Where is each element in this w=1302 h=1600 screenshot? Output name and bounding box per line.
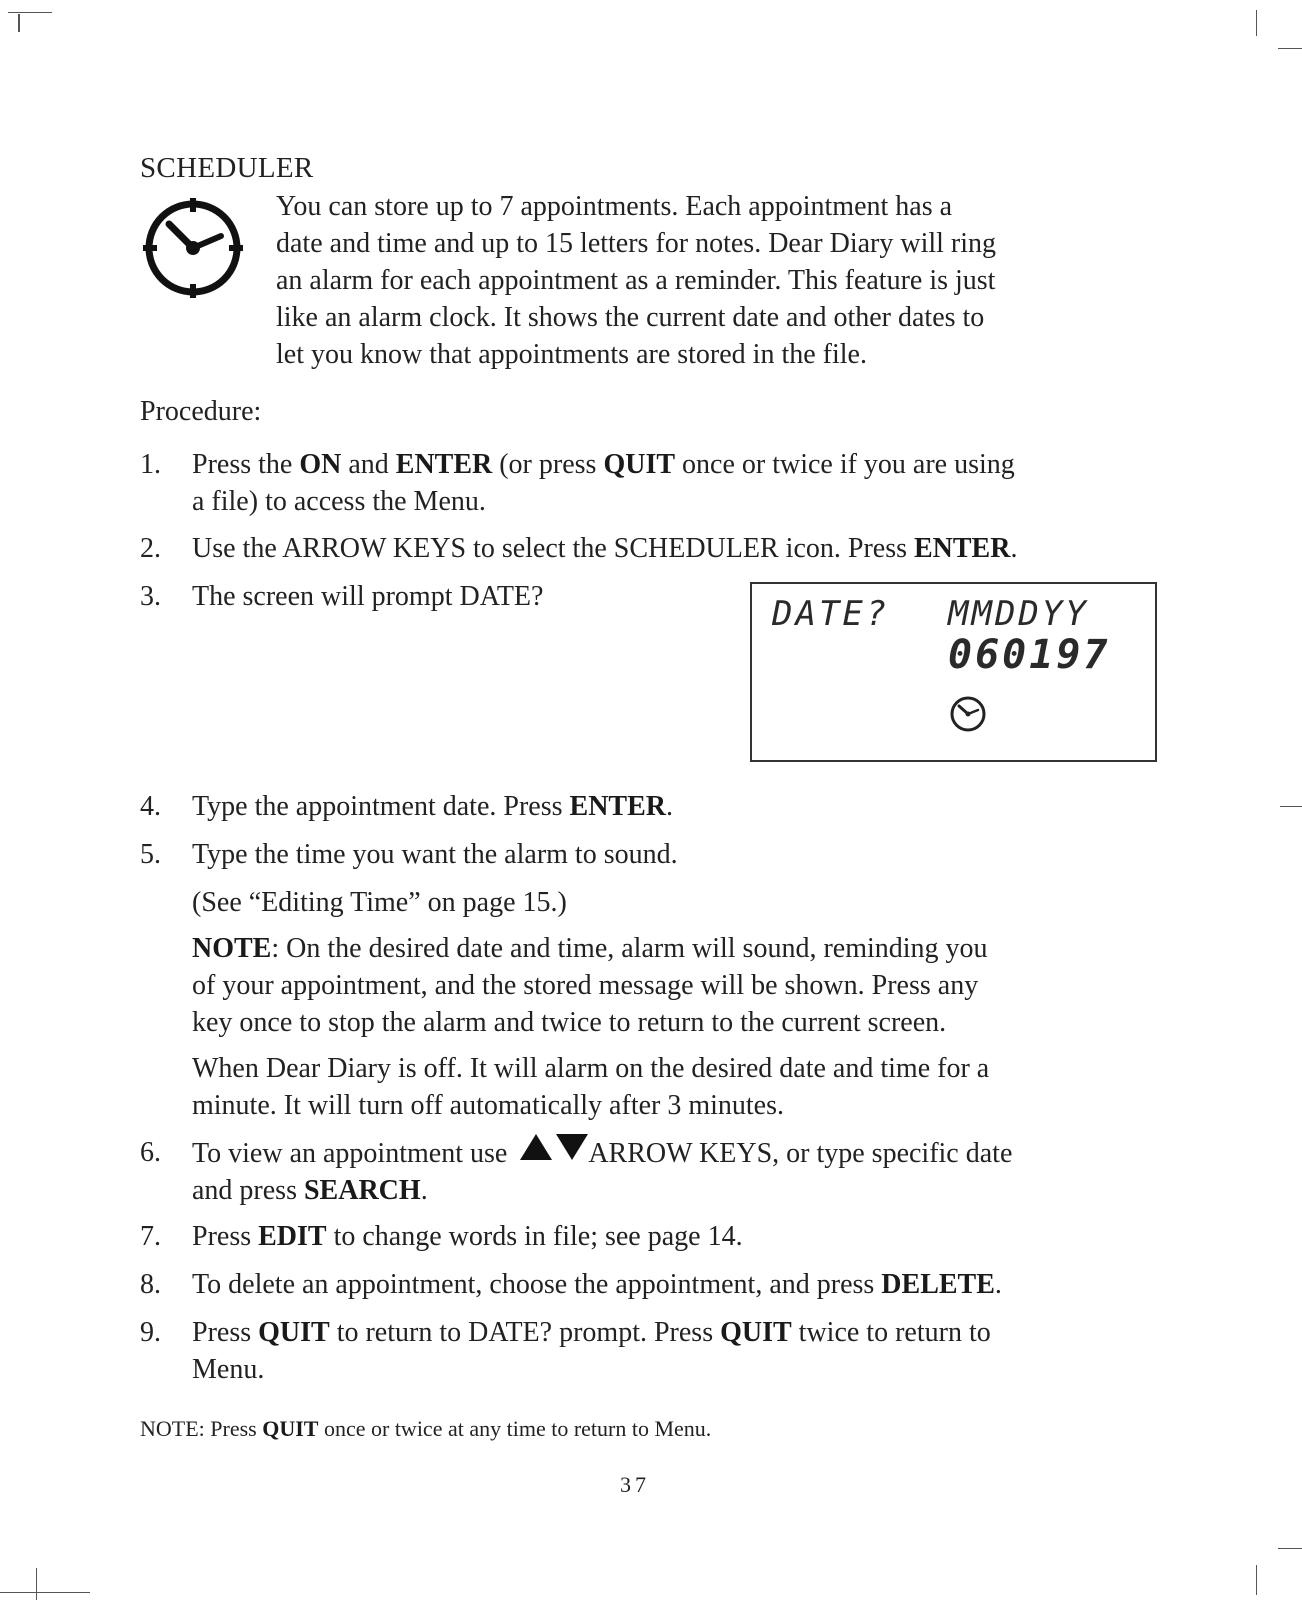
step-number: 5.	[140, 839, 161, 870]
step-text: and press	[192, 1175, 304, 1206]
step-text: Type the time you want the alarm to sound.	[192, 839, 678, 870]
step-text: .	[420, 1175, 428, 1206]
note-text: of your appointment, and the stored message will be shown. Press any	[192, 970, 979, 1001]
step-text: The screen will prompt DATE?	[192, 581, 544, 612]
step-number: 8.	[140, 1269, 161, 1300]
procedure-label: Procedure:	[140, 396, 262, 427]
note-label: NOTE	[192, 933, 272, 964]
step-text: Press	[192, 1221, 259, 1252]
note-text: key once to stop the alarm and twice to return to the current screen.	[192, 1007, 947, 1038]
step-text: Type the appointment date. Press	[192, 791, 570, 822]
section-title: SCHEDULER	[140, 152, 314, 184]
key-name: ENTER	[569, 791, 666, 822]
step-text: to change words in file; see page 14.	[326, 1221, 743, 1252]
key-name: QUIT	[603, 449, 676, 480]
step-text: ARROW KEYS, or type specific date	[588, 1138, 1013, 1169]
lcd-date-value: 060197	[948, 632, 1111, 678]
step-number: 7.	[140, 1221, 161, 1252]
key-name: QUIT	[258, 1317, 330, 1348]
footer-note	[140, 1416, 711, 1442]
step-number: 9.	[140, 1317, 161, 1348]
step-text: (or press	[492, 449, 604, 480]
step-number: 3.	[140, 581, 161, 612]
intro-line: like an alarm clock. It shows the current date and other dates to	[276, 302, 985, 333]
key-name: ENTER	[913, 533, 1011, 564]
step-text: twice to return to	[791, 1317, 991, 1348]
clock-icon	[948, 694, 988, 734]
note-text: NOTE: Press	[140, 1416, 263, 1441]
step-text: (See “Editing Time” on page 15.)	[192, 887, 567, 918]
lcd-prompt: DATE?	[772, 594, 890, 634]
step-text: .	[994, 1269, 1002, 1300]
intro-line: date and time and up to 15 letters for notes. Dear Diary will ring	[276, 228, 997, 259]
step-text: to return to DATE? prompt. Press	[329, 1317, 721, 1348]
key-name: DELETE	[881, 1269, 995, 1300]
arrow-down-icon	[556, 1134, 588, 1160]
step-text: .	[1010, 533, 1018, 564]
clock-icon	[141, 196, 245, 300]
step-text: .	[665, 791, 673, 822]
step-text: once or twice if you are using	[675, 449, 1015, 480]
intro-line: let you know that appointments are stored in the file.	[276, 339, 867, 370]
arrow-up-icon	[520, 1134, 552, 1160]
page-number: 37	[620, 1472, 650, 1497]
key-name: ENTER	[395, 449, 493, 480]
see-editing-note	[192, 884, 1162, 921]
step-number: 1.	[140, 449, 161, 480]
step-text: Press	[192, 1317, 259, 1348]
lcd-format: MMDDYY	[948, 594, 1089, 634]
alarm-note	[192, 930, 1162, 1041]
step-text: and	[341, 449, 396, 480]
step-text: Press the	[192, 449, 300, 480]
step-text: Use the ARROW KEYS to select the SCHEDULER icon. Press	[192, 533, 914, 564]
step-number: 6.	[140, 1137, 161, 1168]
note-text: When Dear Diary is off. It will alarm on the desired date and time for a	[192, 1053, 990, 1084]
note-text: minute. It will turn off automatically after 3 minutes.	[192, 1090, 785, 1121]
step-number: 4.	[140, 791, 161, 822]
step-number: 2.	[140, 533, 161, 564]
step-text: To view an appointment use	[192, 1138, 515, 1169]
key-name: QUIT	[262, 1416, 319, 1441]
lcd-screen	[750, 582, 1157, 762]
note-text: : On the desired date and time, alarm will sound, reminding you	[271, 933, 988, 964]
key-name: EDIT	[258, 1221, 327, 1252]
step-text: To delete an appointment, choose the appointment, and press	[192, 1269, 882, 1300]
key-name: SEARCH	[303, 1175, 421, 1206]
intro-line: You can store up to 7 appointments. Each appointment has a	[276, 191, 953, 222]
off-note	[192, 1050, 1162, 1124]
step-text: a file) to access the Menu.	[192, 486, 486, 517]
key-name: QUIT	[720, 1317, 792, 1348]
key-name: ON	[299, 449, 342, 480]
step-text: Menu.	[192, 1354, 265, 1385]
note-text: once or twice at any time to return to Menu.	[318, 1416, 712, 1441]
intro-line: an alarm for each appointment as a reminder. This feature is just	[276, 265, 996, 296]
intro-paragraph	[276, 188, 1156, 373]
